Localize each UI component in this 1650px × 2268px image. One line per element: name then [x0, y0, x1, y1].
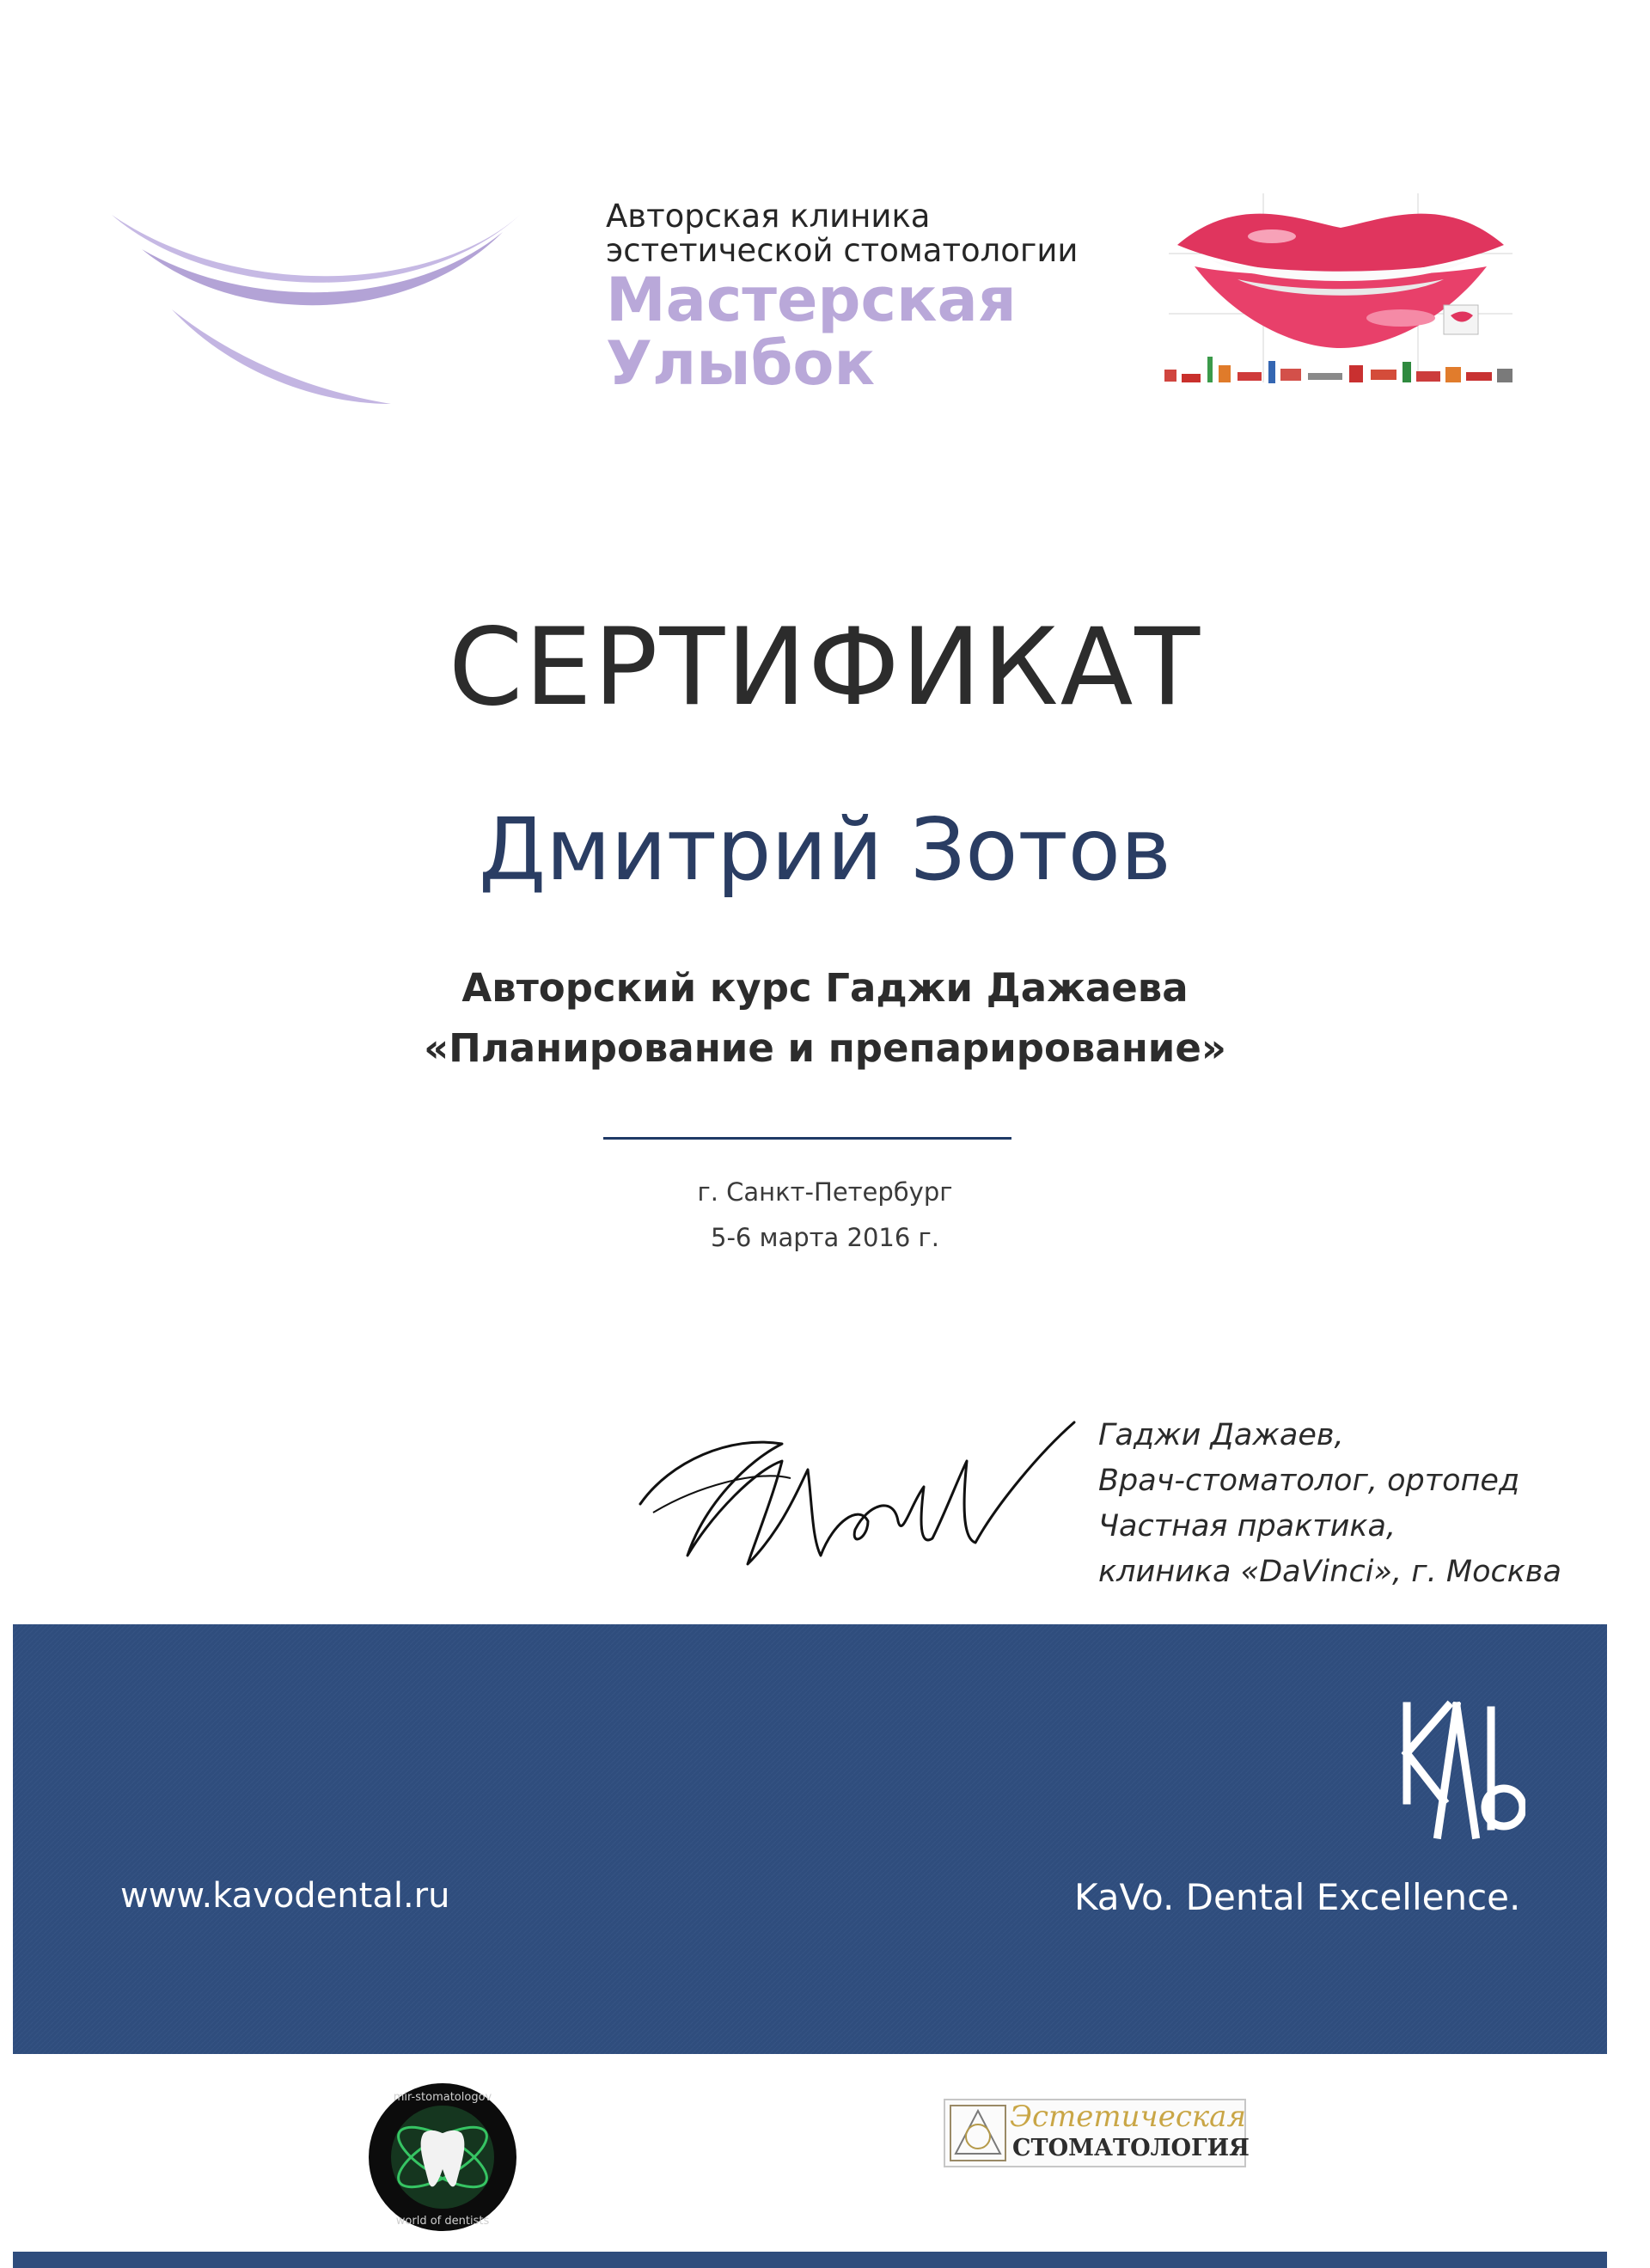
lips-illustration: [1160, 185, 1521, 400]
badge1-ring-text: mir-stomatologov: [393, 2091, 492, 2104]
signature: [636, 1409, 1083, 1581]
course-line-2: «Планирование и препарирование»: [424, 1025, 1226, 1071]
bottom-band: [13, 2252, 1607, 2268]
signatory-name: Гаджи Дажаев,: [1098, 1418, 1344, 1452]
badge2-line2: СТОМАТОЛОГИЯ: [1012, 2135, 1250, 2161]
signatory-clinic: клиника «DaVinci», г. Москва: [1098, 1555, 1561, 1589]
recipient-name: Дмитрий Зотов: [479, 799, 1171, 900]
event-date: 5-6 марта 2016 г.: [711, 1223, 939, 1252]
sponsor-url: www.kavodental.ru: [120, 1876, 450, 1916]
clinic-tagline-1: Авторская клиника: [606, 198, 931, 235]
esthetic-dentistry-mark-icon: [947, 2102, 1009, 2164]
clinic-tagline-2: эстетической стоматологии: [606, 232, 1079, 269]
divider: [603, 1137, 1011, 1140]
clinic-name-1: Мастерская: [606, 265, 1017, 335]
smile-logo-icon: [107, 198, 529, 413]
signatory-title: Врач-стоматолог, ортопед: [1098, 1464, 1520, 1498]
clinic-name-2: Улыбок: [606, 328, 876, 399]
certificate-title: СЕРТИФИКАТ: [448, 606, 1202, 730]
kavo-logo-icon: [1396, 1697, 1525, 1843]
badge2-line1: Эстетическая: [1010, 2100, 1246, 2134]
sponsor-slogan: KaVo. Dental Excellence.: [1074, 1876, 1521, 1918]
course-line-1: Авторский курс Гаджи Дажаева: [461, 965, 1189, 1011]
event-city: г. Санкт-Петербург: [697, 1177, 953, 1207]
svg-text:world of dentists: world of dentists: [395, 2215, 490, 2228]
mir-stomatologov-logo-icon: [365, 2080, 520, 2234]
signatory-practice: Частная практика,: [1098, 1509, 1396, 1544]
band-texture: [13, 1624, 1607, 2054]
